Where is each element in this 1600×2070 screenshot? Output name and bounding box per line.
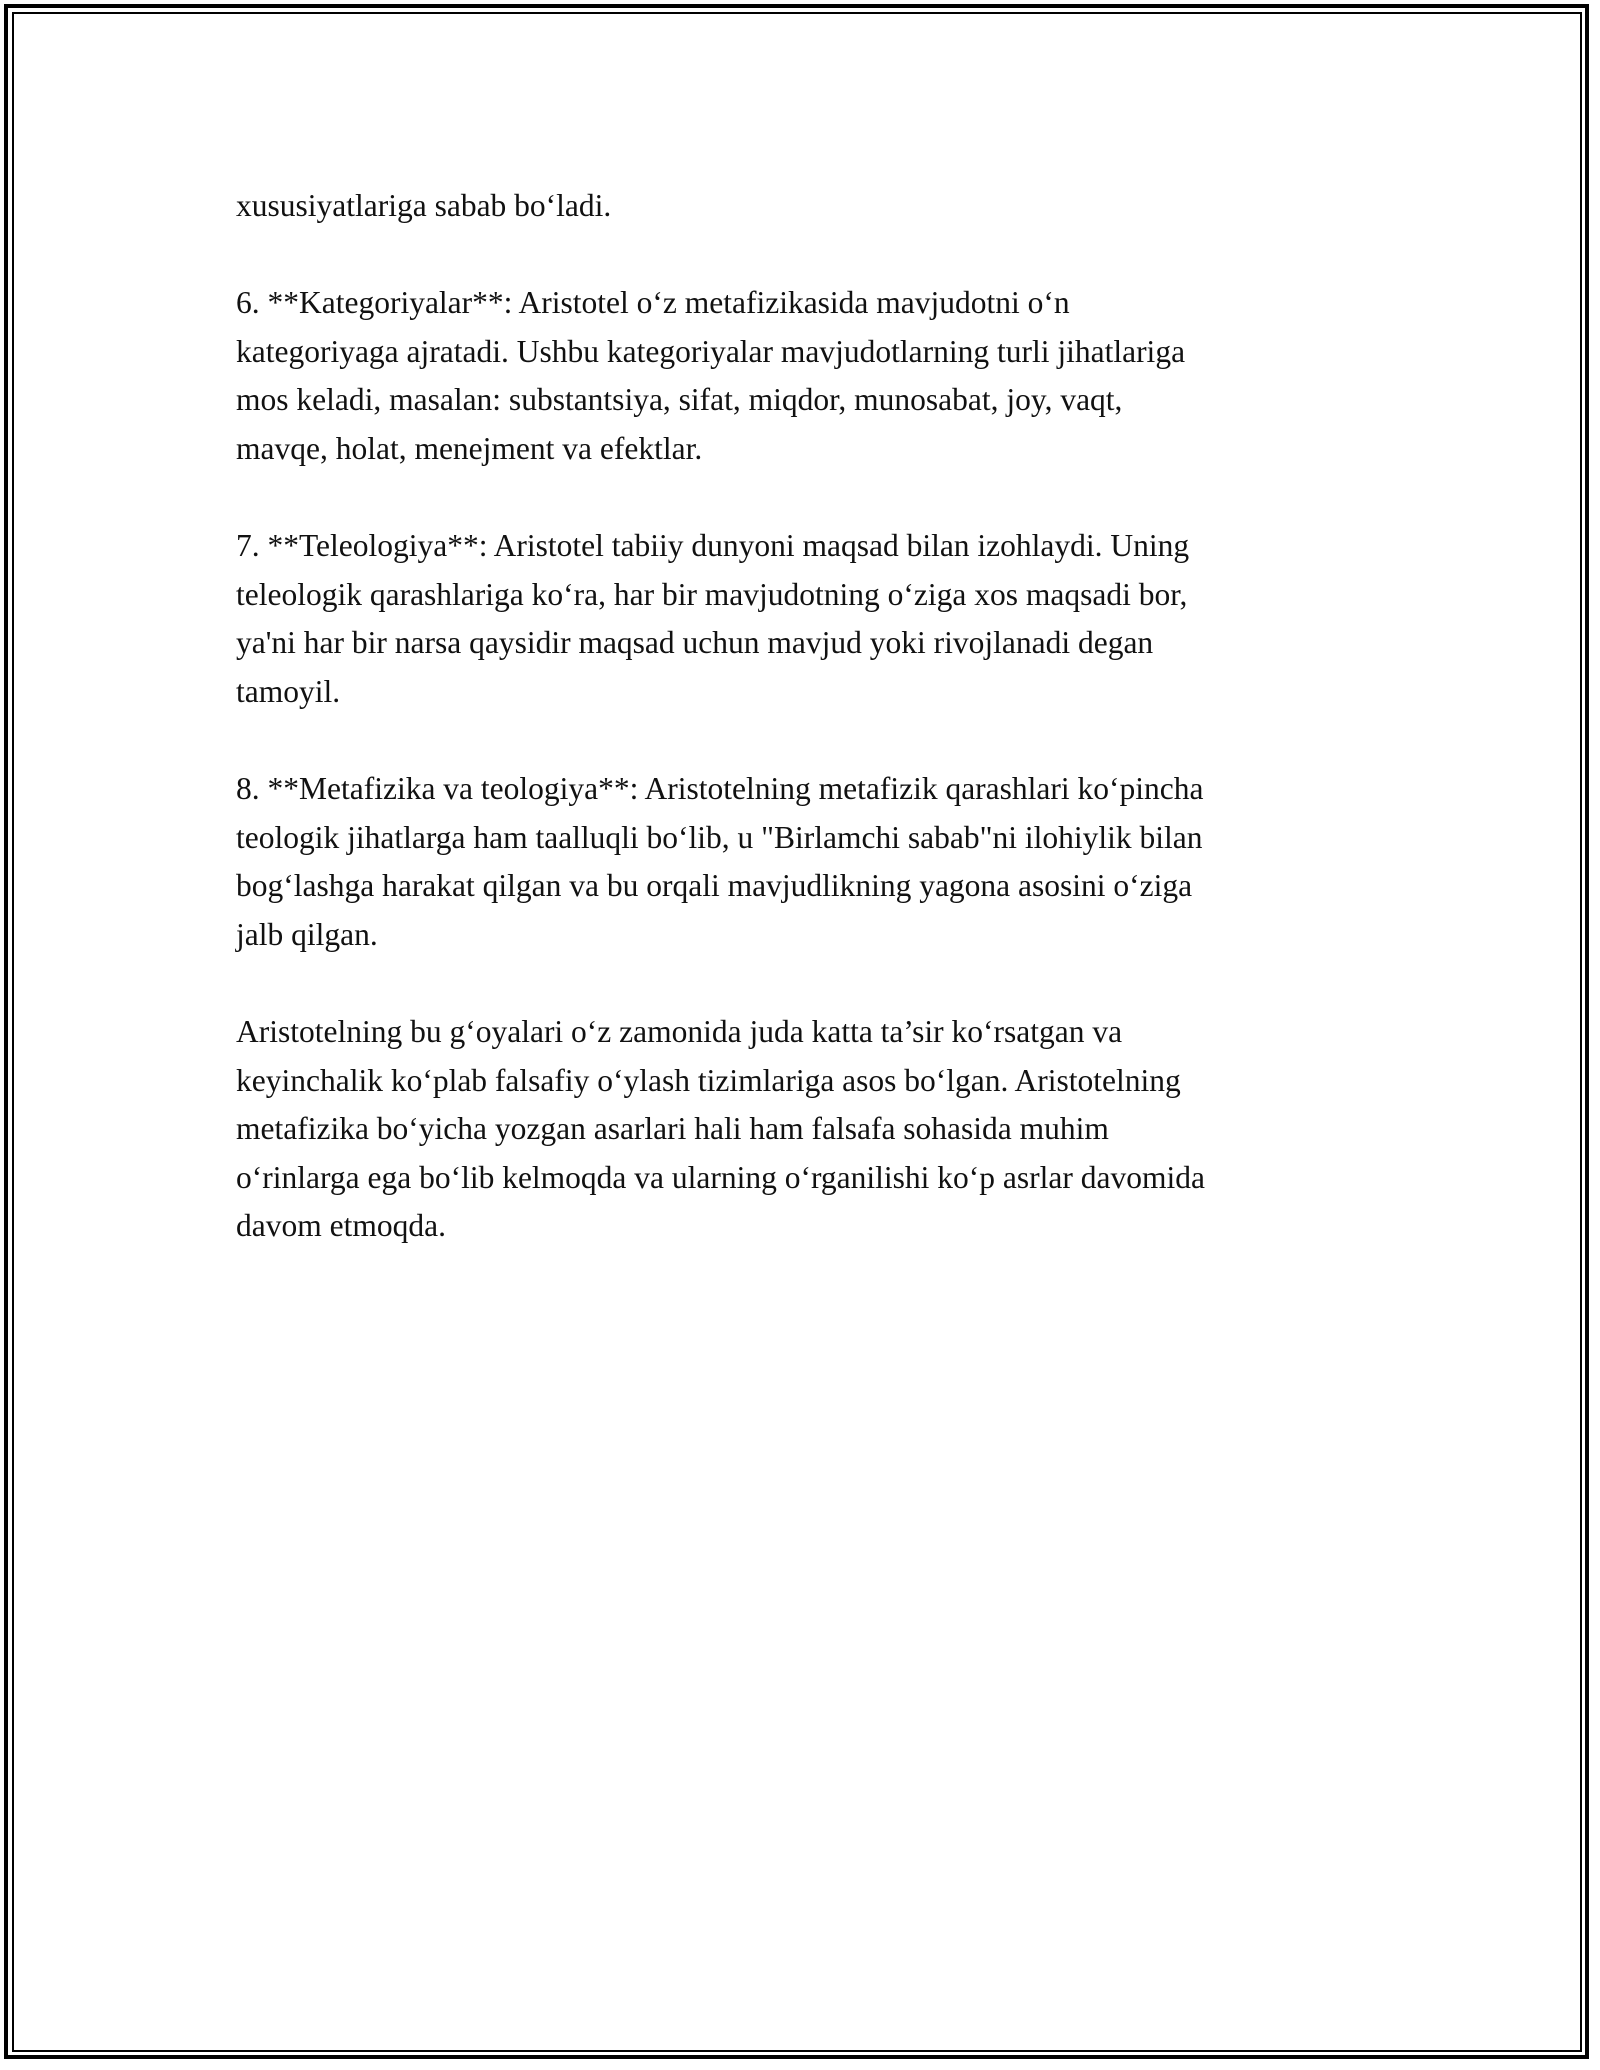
- paragraph-teleologiya: 7. **Teleologiya**: Aristotel tabiiy dunyoni maqsad bilan izohlaydi. Uning teleologik qarashlariga ko‘ra, har bir mavjudotning o‘ziga xos maqsadi bor, ya'ni har bir narsa qaysidir maqsad uchun mavjud yoki rivojlanadi degan tamoyil.: [236, 528, 1190, 709]
- paragraph-metafizika-teologiya: 8. **Metafizika va teologiya**: Aristotelning metafizik qarashlari ko‘pincha teologik jihatlarga ham taalluqli bo‘lib, u "Birlamchi sabab"ni ilohiylik bilan bog‘lashga harakat qilgan va bu orqali mavjudlikning yagona asosini o‘ziga jalb qilgan.: [236, 771, 1204, 952]
- paragraph-conclusion: Aristotelning bu g‘oyalari o‘z zamonida juda katta ta’sir ko‘rsatgan va keyinchalik ko‘plab falsafiy o‘ylash tizimlariga asos bo‘lgan. Aristotelning metafizika bo‘yicha yozgan asarlari hali ham falsafa sohasida muhim o‘rinlarga ega bo‘lib kelmoqda va ularning o‘rganilishi ko‘p asrlar davomida davom etmoqda.: [236, 1014, 1205, 1244]
- paragraph-kategoriyalar: 6. **Kategoriyalar**: Aristotel o‘z metafizikasida mavjudotni o‘n kategoriyaga ajratadi. Ushbu kategoriyalar mavjudotlarning turli jihatlariga mos keladi, masalan: substantsiya, sifat, miqdor, munosabat, joy, vaqt, mavqe, holat, menejment va efektlar.: [236, 285, 1186, 466]
- document-body: [236, 182, 1376, 1300]
- paragraph-continuation: xususiyatlariga sabab bo‘ladi.: [236, 188, 612, 223]
